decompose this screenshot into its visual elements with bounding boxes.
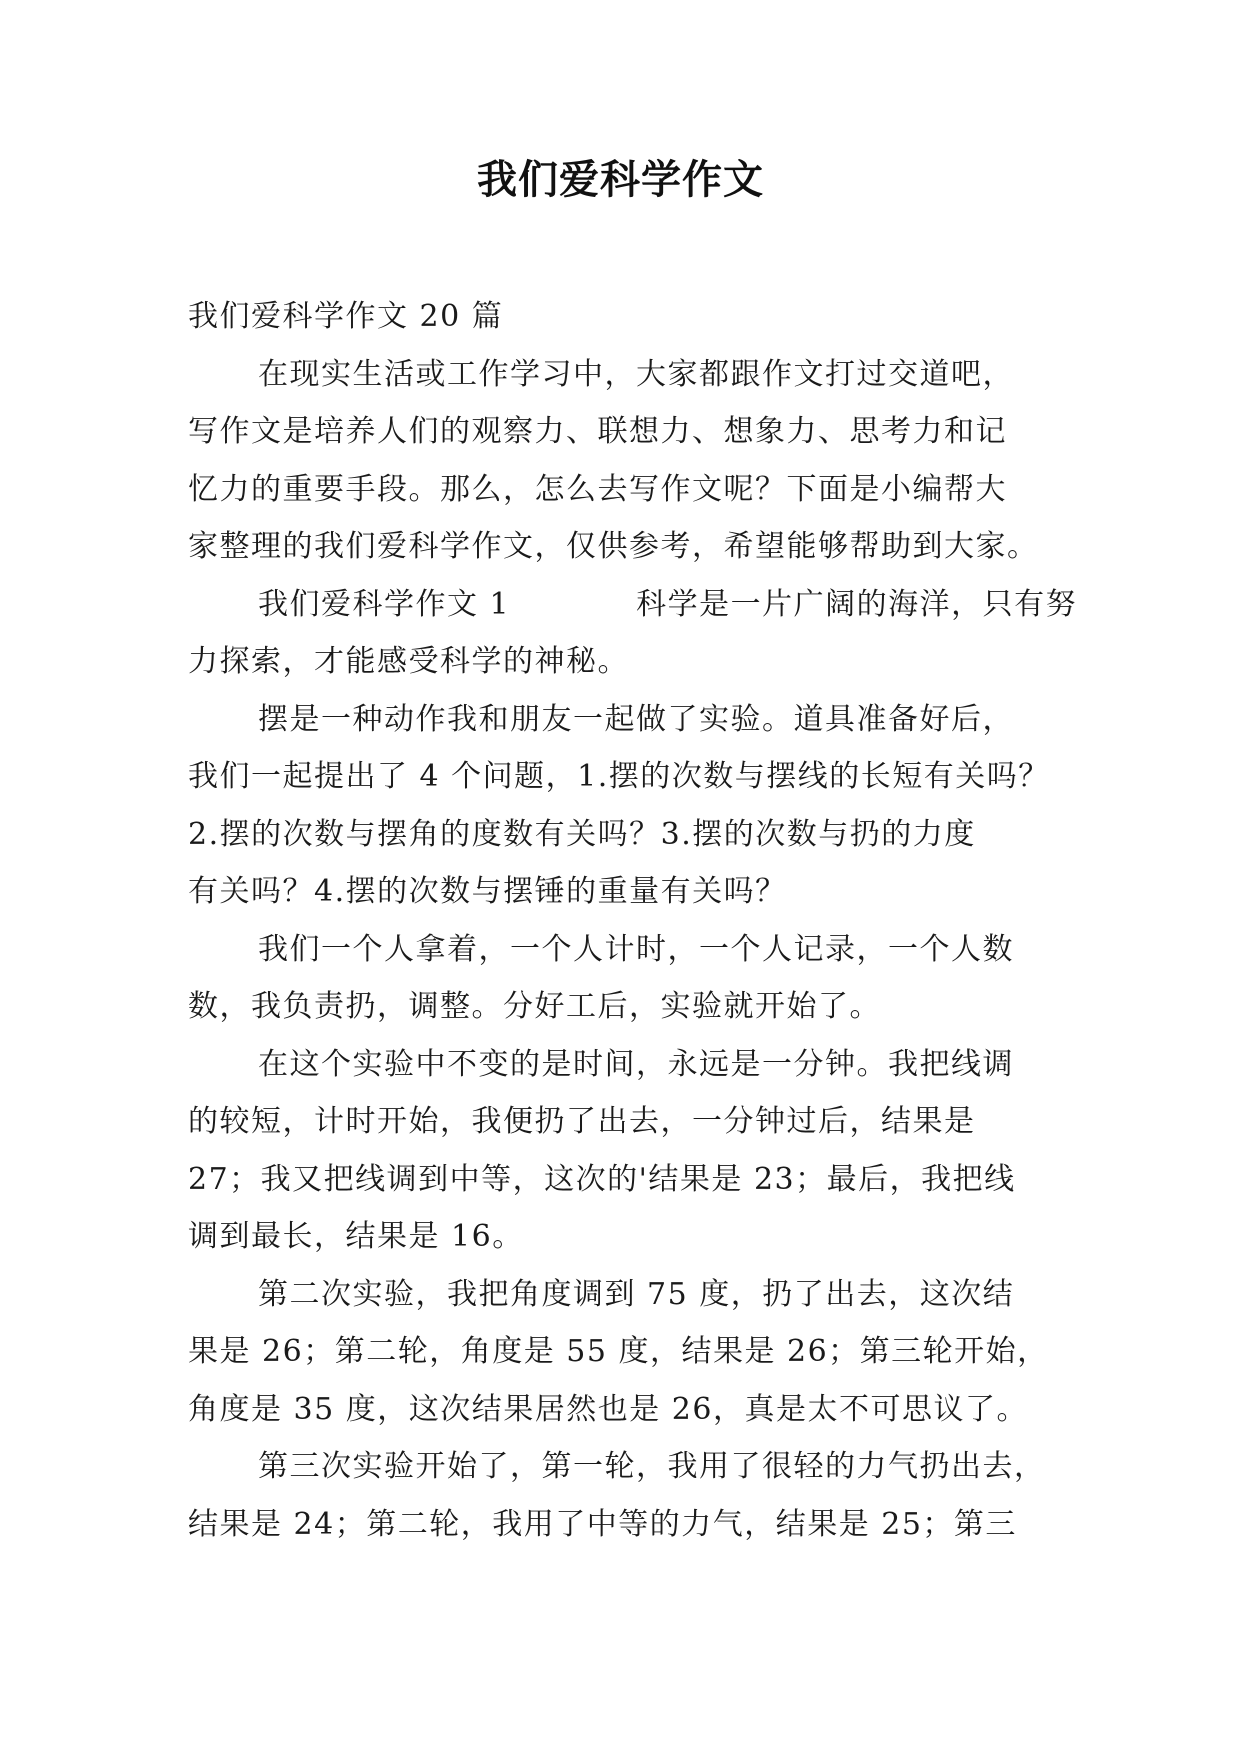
- subtitle-line: 我们爱科学作文 20 篇: [188, 299, 504, 334]
- paragraph-line: 第三次实验开始了，第一轮，我用了很轻的力气扔出去，: [258, 1449, 1046, 1484]
- document-body: [188, 288, 1078, 1553]
- paragraph-line: 我们一个人拿着，一个人计时，一个人记录，一个人数: [258, 931, 1014, 967]
- paragraph-line: 在现实生活或工作学习中，大家都跟作文打过交道吧，: [258, 356, 1014, 392]
- paragraph-line: 角度是 35 度，这次结果居然也是 26，真是太不可思议了。: [188, 1391, 1028, 1427]
- paragraph-line: 忆力的重要手段。那么，怎么去写作文呢？下面是小编帮大: [188, 471, 1007, 507]
- paragraph-line: 果是 26；第二轮，角度是 55 度，结果是 26；第三轮开始，: [188, 1334, 1049, 1369]
- paragraph-line: 的较短，计时开始，我便扔了出去，一分钟过后，结果是: [188, 1104, 976, 1139]
- paragraph-line: 结果是 24；第二轮，我用了中等的力气，结果是 25；第三: [188, 1506, 1017, 1542]
- paragraph-line: 力探索，才能感受科学的神秘。: [188, 644, 629, 679]
- paragraph-line: 第二次实验，我把角度调到 75 度，扔了出去，这次结: [258, 1276, 1015, 1312]
- document-title: 我们爱科学作文: [477, 157, 764, 203]
- paragraph-line: 写作文是培养人们的观察力、联想力、想象力、思考力和记: [188, 414, 1007, 449]
- paragraph-line: 27；我又把线调到中等，这次的'结果是 23；最后，我把线: [188, 1161, 1016, 1197]
- paragraph-line: 摆是一种动作我和朋友一起做了实验。道具准备好后，: [258, 701, 1014, 737]
- paragraph-line: 我们爱科学作文 1 科学是一片广阔的海洋，只有努: [258, 586, 1078, 622]
- paragraph-line: 有关吗？4.摆的次数与摆锤的重量有关吗？: [188, 874, 787, 909]
- paragraph-line: 在这个实验中不变的是时间，永远是一分钟。我把线调: [258, 1046, 1014, 1082]
- paragraph-line: 家整理的我们爱科学作文，仅供参考，希望能够帮助到大家。: [188, 529, 1039, 564]
- paragraph-line: 数，我负责扔，调整。分好工后，实验就开始了。: [188, 989, 881, 1024]
- paragraph-line: 2.摆的次数与摆角的度数有关吗？3.摆的次数与扔的力度: [188, 816, 976, 852]
- paragraph-line: 调到最长，结果是 16。: [188, 1219, 524, 1254]
- paragraph-line: 我们一起提出了 4 个问题，1.摆的次数与摆线的长短有关吗？: [188, 759, 1050, 794]
